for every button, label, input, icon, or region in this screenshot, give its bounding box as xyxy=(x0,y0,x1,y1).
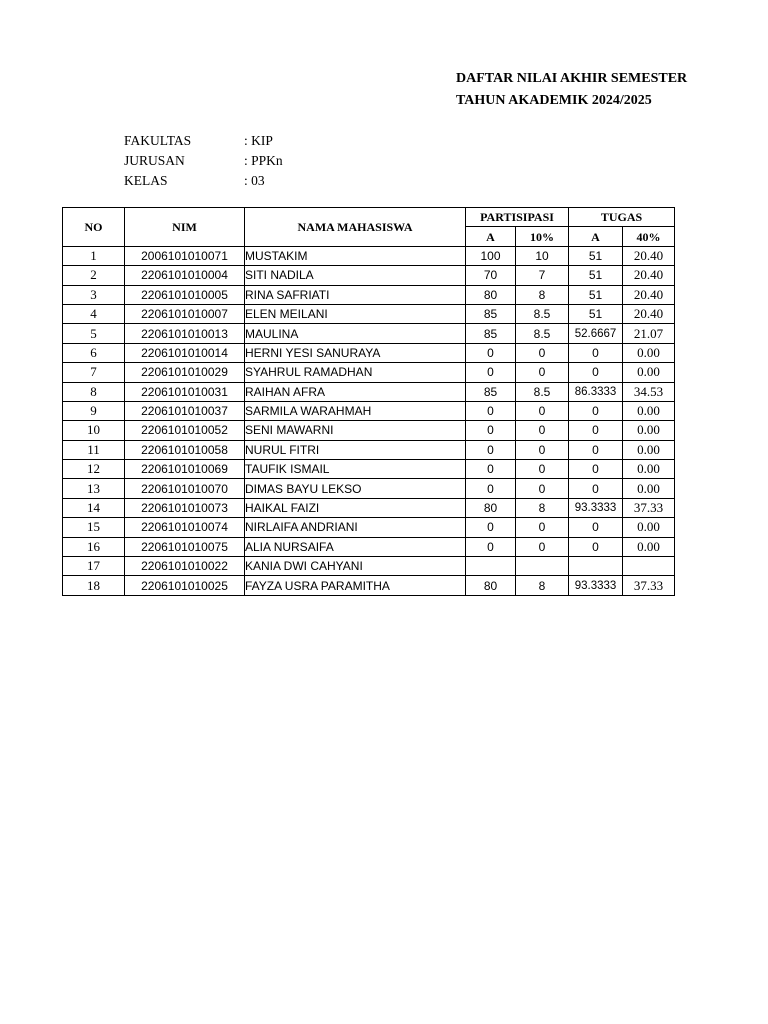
cell-nim: 2206101010058 xyxy=(125,440,245,459)
meta-row-kelas xyxy=(124,171,283,191)
cell-tugas-a: 0 xyxy=(569,537,623,556)
cell-tugas-a: 0 xyxy=(569,343,623,362)
cell-partisipasi-a: 80 xyxy=(466,576,516,595)
cell-tugas-percent: 0.00 xyxy=(623,421,675,440)
cell-tugas-percent: 0.00 xyxy=(623,479,675,498)
meta-value: : PPKn xyxy=(244,153,283,168)
cell-no: 6 xyxy=(63,343,125,362)
cell-no: 16 xyxy=(63,537,125,556)
cell-name: RINA SAFRIATI xyxy=(245,285,466,304)
cell-tugas-a: 52.6667 xyxy=(569,324,623,343)
cell-partisipasi-percent: 0 xyxy=(516,518,569,537)
cell-partisipasi-a: 85 xyxy=(466,382,516,401)
table-row xyxy=(63,498,675,517)
header-partisipasi-percent: 10% xyxy=(516,227,569,246)
cell-no: 11 xyxy=(63,440,125,459)
header-tugas-a: A xyxy=(569,227,623,246)
cell-partisipasi-a: 85 xyxy=(466,304,516,323)
table-row xyxy=(63,266,675,285)
cell-partisipasi-percent: 0 xyxy=(516,401,569,420)
cell-tugas-a: 0 xyxy=(569,440,623,459)
cell-no: 1 xyxy=(63,246,125,265)
grades-table xyxy=(62,207,675,596)
table-row xyxy=(63,557,675,576)
cell-tugas-percent: 21.07 xyxy=(623,324,675,343)
cell-tugas-percent: 0.00 xyxy=(623,518,675,537)
document-meta xyxy=(124,131,283,191)
table-row xyxy=(63,440,675,459)
meta-label: FAKULTAS xyxy=(124,133,192,148)
cell-nim: 2206101010070 xyxy=(125,479,245,498)
cell-name: DIMAS BAYU LEKSO xyxy=(245,479,466,498)
cell-partisipasi-a: 0 xyxy=(466,343,516,362)
cell-partisipasi-percent: 8.5 xyxy=(516,382,569,401)
cell-nim: 2206101010075 xyxy=(125,537,245,556)
cell-name: MAULINA xyxy=(245,324,466,343)
header-no: NO xyxy=(63,208,125,247)
meta-row-fakultas xyxy=(124,131,283,151)
cell-no: 10 xyxy=(63,421,125,440)
cell-partisipasi-a: 0 xyxy=(466,401,516,420)
cell-no: 5 xyxy=(63,324,125,343)
cell-tugas-percent: 37.33 xyxy=(623,576,675,595)
meta-value: : KIP xyxy=(244,133,273,148)
cell-nim: 2206101010073 xyxy=(125,498,245,517)
cell-name: ELEN MEILANI xyxy=(245,304,466,323)
cell-tugas-a: 51 xyxy=(569,266,623,285)
cell-partisipasi-a: 0 xyxy=(466,537,516,556)
cell-partisipasi-percent: 0 xyxy=(516,460,569,479)
cell-name: ALIA NURSAIFA xyxy=(245,537,466,556)
cell-tugas-a: 0 xyxy=(569,460,623,479)
cell-nim: 2206101010029 xyxy=(125,363,245,382)
cell-no: 9 xyxy=(63,401,125,420)
cell-partisipasi-percent: 8 xyxy=(516,498,569,517)
cell-nim: 2006101010071 xyxy=(125,246,245,265)
table-row xyxy=(63,246,675,265)
cell-name: SITI NADILA xyxy=(245,266,466,285)
cell-nim: 2206101010013 xyxy=(125,324,245,343)
table-row xyxy=(63,343,675,362)
cell-partisipasi-a: 85 xyxy=(466,324,516,343)
cell-tugas-a: 0 xyxy=(569,518,623,537)
table-row xyxy=(63,304,675,323)
cell-tugas-percent: 0.00 xyxy=(623,343,675,362)
cell-tugas-percent: 0.00 xyxy=(623,401,675,420)
meta-label: JURUSAN xyxy=(124,153,185,168)
table-row xyxy=(63,460,675,479)
table-body xyxy=(63,246,675,595)
cell-partisipasi-percent: 0 xyxy=(516,343,569,362)
cell-partisipasi-percent: 7 xyxy=(516,266,569,285)
cell-tugas-a: 0 xyxy=(569,401,623,420)
meta-value: : 03 xyxy=(244,173,265,188)
cell-name: NIRLAIFA ANDRIANI xyxy=(245,518,466,537)
cell-partisipasi-percent: 8 xyxy=(516,285,569,304)
cell-partisipasi-percent: 8 xyxy=(516,576,569,595)
cell-tugas-a: 0 xyxy=(569,479,623,498)
cell-tugas-percent: 37.33 xyxy=(623,498,675,517)
cell-partisipasi-percent: 8.5 xyxy=(516,304,569,323)
cell-partisipasi-a: 80 xyxy=(466,498,516,517)
cell-partisipasi-a: 0 xyxy=(466,440,516,459)
cell-nim: 2206101010007 xyxy=(125,304,245,323)
cell-no: 8 xyxy=(63,382,125,401)
cell-partisipasi-percent: 0 xyxy=(516,479,569,498)
document-title: DAFTAR NILAI AKHIR SEMESTER xyxy=(456,71,688,86)
cell-no: 4 xyxy=(63,304,125,323)
cell-tugas-percent: 34.53 xyxy=(623,382,675,401)
meta-label: KELAS xyxy=(124,173,168,188)
cell-tugas-percent: 0.00 xyxy=(623,363,675,382)
cell-partisipasi-a: 80 xyxy=(466,285,516,304)
cell-tugas-percent xyxy=(623,557,675,576)
cell-partisipasi-percent: 0 xyxy=(516,363,569,382)
cell-tugas-percent: 0.00 xyxy=(623,440,675,459)
header-partisipasi: PARTISIPASI xyxy=(466,208,569,227)
cell-no: 17 xyxy=(63,557,125,576)
cell-no: 7 xyxy=(63,363,125,382)
cell-tugas-a: 86.3333 xyxy=(569,382,623,401)
table-row xyxy=(63,324,675,343)
cell-name: FAYZA USRA PARAMITHA xyxy=(245,576,466,595)
cell-nim: 2206101010005 xyxy=(125,285,245,304)
header-tugas-percent: 40% xyxy=(623,227,675,246)
cell-tugas-percent: 0.00 xyxy=(623,537,675,556)
cell-partisipasi-a: 0 xyxy=(466,421,516,440)
cell-tugas-percent: 20.40 xyxy=(623,285,675,304)
header-nim: NIM xyxy=(125,208,245,247)
cell-name: NURUL FITRI xyxy=(245,440,466,459)
cell-name: RAIHAN AFRA xyxy=(245,382,466,401)
cell-name: SARMILA WARAHMAH xyxy=(245,401,466,420)
cell-tugas-a: 93.3333 xyxy=(569,576,623,595)
cell-partisipasi-a: 0 xyxy=(466,479,516,498)
cell-nim: 2206101010074 xyxy=(125,518,245,537)
cell-nim: 2206101010025 xyxy=(125,576,245,595)
header-name: NAMA MAHASISWA xyxy=(245,208,466,247)
table-row xyxy=(63,479,675,498)
cell-name: KANIA DWI CAHYANI xyxy=(245,557,466,576)
cell-tugas-a: 93.3333 xyxy=(569,498,623,517)
cell-name: HAIKAL FAIZI xyxy=(245,498,466,517)
cell-name: TAUFIK ISMAIL xyxy=(245,460,466,479)
cell-partisipasi-percent: 0 xyxy=(516,421,569,440)
cell-tugas-percent: 20.40 xyxy=(623,266,675,285)
cell-nim: 2206101010031 xyxy=(125,382,245,401)
cell-no: 18 xyxy=(63,576,125,595)
cell-partisipasi-a: 0 xyxy=(466,460,516,479)
cell-name: SYAHRUL RAMADHAN xyxy=(245,363,466,382)
cell-tugas-a: 0 xyxy=(569,363,623,382)
cell-nim: 2206101010069 xyxy=(125,460,245,479)
cell-tugas-a xyxy=(569,557,623,576)
cell-partisipasi-percent: 8.5 xyxy=(516,324,569,343)
cell-nim: 2206101010022 xyxy=(125,557,245,576)
table-header xyxy=(63,208,675,247)
table-row xyxy=(63,401,675,420)
cell-tugas-percent: 0.00 xyxy=(623,460,675,479)
table-row xyxy=(63,363,675,382)
table-row xyxy=(63,518,675,537)
cell-name: HERNI YESI SANURAYA xyxy=(245,343,466,362)
cell-no: 12 xyxy=(63,460,125,479)
cell-partisipasi-a: 0 xyxy=(466,518,516,537)
meta-row-jurusan xyxy=(124,151,283,171)
cell-tugas-a: 51 xyxy=(569,246,623,265)
cell-tugas-percent: 20.40 xyxy=(623,246,675,265)
cell-tugas-a: 51 xyxy=(569,304,623,323)
cell-partisipasi-percent: 10 xyxy=(516,246,569,265)
academic-year-title: TAHUN AKADEMIK 2024/2025 xyxy=(456,93,652,108)
cell-partisipasi-a: 100 xyxy=(466,246,516,265)
header-partisipasi-a: A xyxy=(466,227,516,246)
cell-name: MUSTAKIM xyxy=(245,246,466,265)
cell-partisipasi-a: 0 xyxy=(466,363,516,382)
cell-no: 13 xyxy=(63,479,125,498)
table-row xyxy=(63,382,675,401)
header-tugas: TUGAS xyxy=(569,208,675,227)
cell-nim: 2206101010004 xyxy=(125,266,245,285)
cell-partisipasi-percent: 0 xyxy=(516,537,569,556)
table-row xyxy=(63,285,675,304)
cell-nim: 2206101010037 xyxy=(125,401,245,420)
cell-tugas-percent: 20.40 xyxy=(623,304,675,323)
cell-no: 2 xyxy=(63,266,125,285)
cell-tugas-a: 51 xyxy=(569,285,623,304)
table-row xyxy=(63,421,675,440)
cell-nim: 2206101010052 xyxy=(125,421,245,440)
cell-no: 3 xyxy=(63,285,125,304)
cell-tugas-a: 0 xyxy=(569,421,623,440)
cell-no: 15 xyxy=(63,518,125,537)
table-row xyxy=(63,576,675,595)
cell-partisipasi-percent xyxy=(516,557,569,576)
cell-partisipasi-a: 70 xyxy=(466,266,516,285)
cell-no: 14 xyxy=(63,498,125,517)
cell-partisipasi-percent: 0 xyxy=(516,440,569,459)
cell-name: SENI MAWARNI xyxy=(245,421,466,440)
table-row xyxy=(63,537,675,556)
cell-nim: 2206101010014 xyxy=(125,343,245,362)
cell-partisipasi-a xyxy=(466,557,516,576)
